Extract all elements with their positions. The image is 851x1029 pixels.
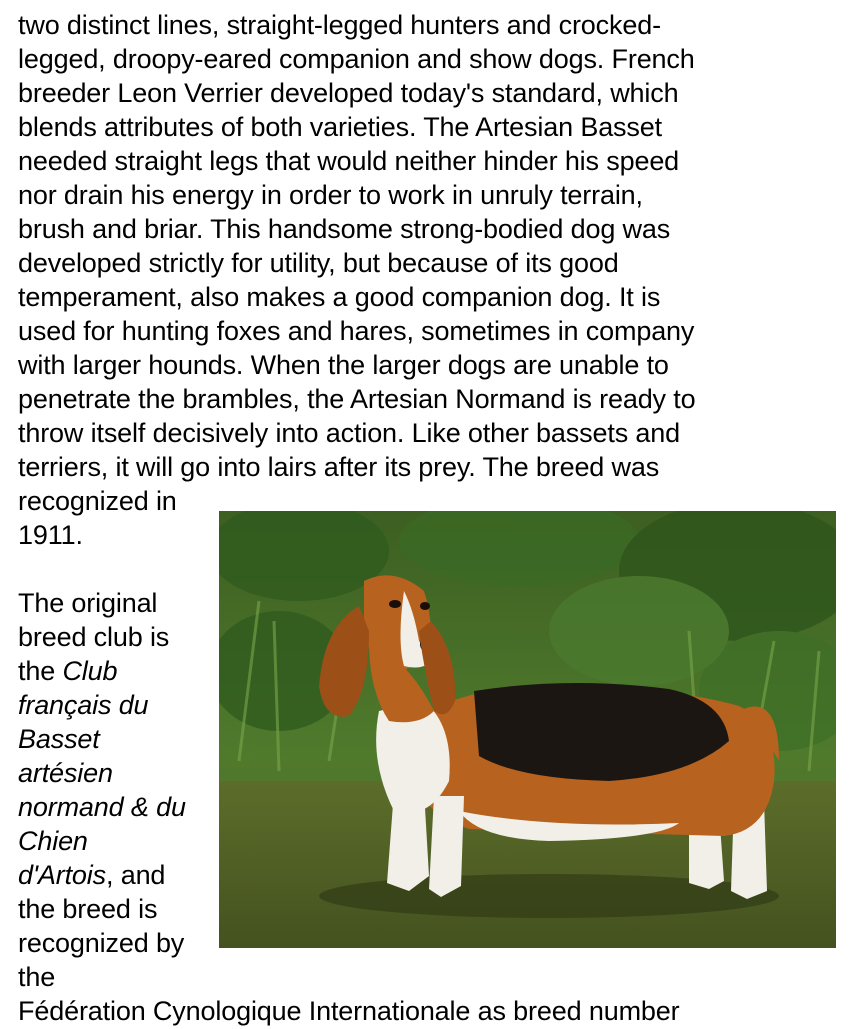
text-line: The original — [18, 588, 158, 618]
club-name-italic: français du — [18, 690, 149, 720]
text-line: the — [18, 962, 56, 992]
text-line: recognized in — [18, 486, 177, 516]
text-line: throw itself decisively into action. Like other bassets and — [18, 418, 680, 448]
dog-photo — [219, 511, 836, 948]
text-line: used for hunting foxes and hares, sometimes in company — [18, 316, 695, 346]
text-line: brush and briar. This handsome strong-bodied dog was — [18, 214, 671, 244]
text-line — [18, 756, 113, 790]
text-line: breeder Leon Verrier developed today's standard, which — [18, 78, 679, 108]
text-line: two distinct lines, straight-legged hunters and crocked- — [18, 10, 661, 40]
text-line — [18, 654, 117, 688]
text-line: with larger hounds. When the larger dogs are unable to — [18, 350, 669, 380]
club-name-italic: d'Artois — [18, 860, 106, 890]
text-line: developed strictly for utility, but because of its good — [18, 248, 619, 278]
club-name-italic: Basset — [18, 724, 100, 754]
text-fragment: the — [18, 656, 63, 686]
text-line: Fédération Cynologique Internationale as breed number — [18, 996, 680, 1026]
club-name-italic: artésien — [18, 758, 113, 788]
club-name-italic: Chien — [18, 826, 88, 856]
text-line: 1911. — [18, 520, 83, 550]
text-line — [18, 790, 186, 824]
text-line: terriers, it will go into lairs after its prey. The breed was — [18, 452, 660, 482]
text-fragment: , and — [106, 860, 166, 890]
text-line: needed straight legs that would neither hinder his speed — [18, 146, 680, 176]
text-line: legged, droopy-eared companion and show dogs. French — [18, 44, 695, 74]
text-line: penetrate the brambles, the Artesian Normand is ready to — [18, 384, 696, 414]
club-name-italic: Club — [62, 656, 118, 686]
basset-dog-illustration — [219, 511, 836, 948]
text-line: breed club is — [18, 622, 170, 652]
text-line: nor drain his energy in order to work in unruly terrain, — [18, 180, 643, 210]
text-line — [18, 722, 100, 756]
text-line: blends attributes of both varieties. The Artesian Basset — [18, 112, 662, 142]
text-line: the breed is — [18, 894, 158, 924]
text-line — [18, 824, 88, 858]
text-line — [18, 688, 148, 722]
text-line: temperament, also makes a good companion dog. It is — [18, 282, 661, 312]
club-name-italic: normand & du — [18, 792, 186, 822]
text-line: recognized by — [18, 928, 185, 958]
text-line — [18, 858, 165, 892]
